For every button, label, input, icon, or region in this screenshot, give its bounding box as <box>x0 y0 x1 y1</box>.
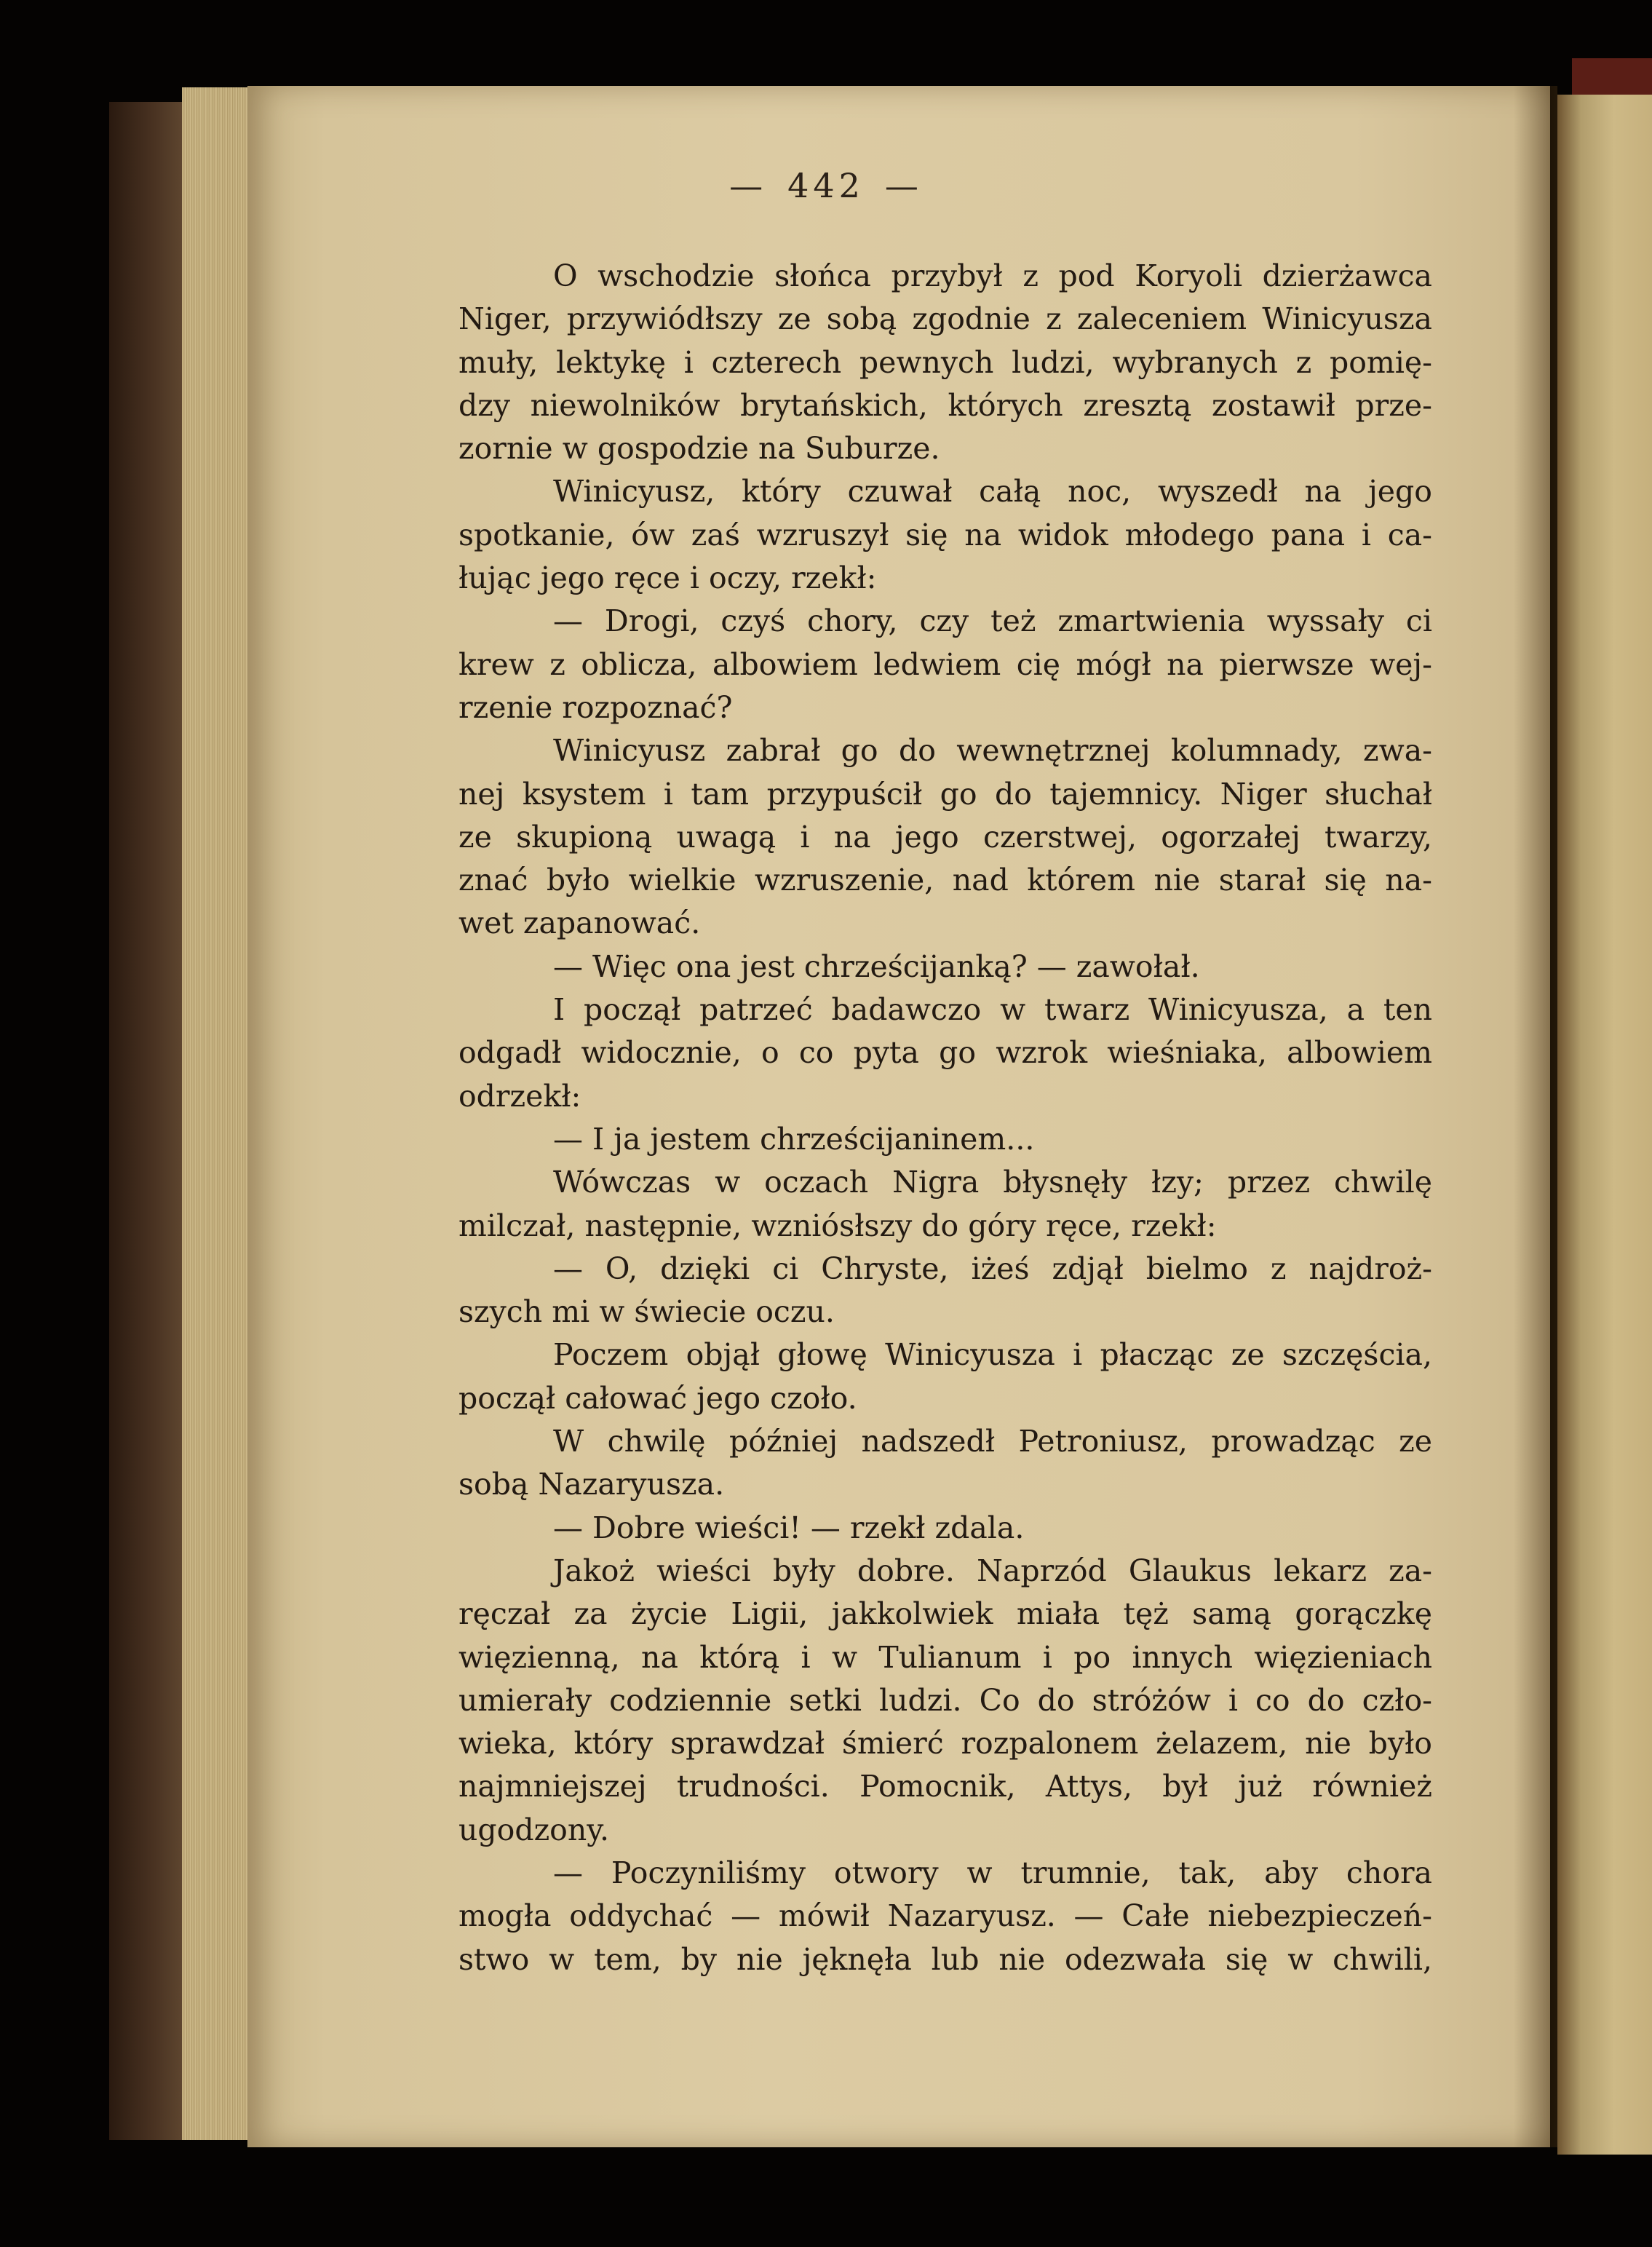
text-line: krew z oblicza, albowiem ledwiem cię mógł na pierwsze wej- <box>458 646 1432 682</box>
text-line: nej ksystem i tam przypuścił go do tajemnicy. Niger słuchał <box>458 776 1432 812</box>
text-line: — Drogi, czyś chory, czy też zmartwienia wyssały ci <box>553 603 1432 639</box>
text-line: najmniejszej trudności. Pomocnik, Attys, był już również <box>458 1769 1432 1804</box>
text-line: — Poczyniliśmy otwory w trumnie, tak, aby chora <box>553 1855 1432 1890</box>
text-line: Winicyusz, który czuwał całą noc, wyszedł na jego <box>553 474 1432 510</box>
text-line: milczał, następnie, wzniósłszy do góry ręce, rzekł: <box>458 1208 1217 1243</box>
text-line: W chwilę później nadszedł Petroniusz, prowadząc ze <box>553 1424 1432 1459</box>
text-line: umierały codziennie setki ludzi. Co do stróżów i co do czło- <box>458 1682 1432 1718</box>
facing-page-edge <box>1557 95 1652 2155</box>
text-line: I począł patrzeć badawczo w twarz Winicyusza, a ten <box>553 992 1432 1028</box>
text-line: łując jego ręce i oczy, rzekł: <box>458 560 877 596</box>
text-line: Poczem objął głowę Winicyusza i płacząc ze szczęścia, <box>553 1337 1432 1373</box>
text-line: muły, lektykę i czterech pewnych ludzi, wybranych z pomię- <box>458 344 1432 380</box>
body-text <box>458 255 1432 1981</box>
text-line: — I ja jestem chrześcijaninem... <box>553 1121 1035 1157</box>
text-line: szych mi w świecie oczu. <box>458 1294 835 1330</box>
text-line: Niger, przywiódłszy ze sobą zgodnie z zaleceniem Winicyusza <box>458 301 1432 337</box>
text-line: ręczał za życie Ligii, jakkolwiek miała tęż samą gorączkę <box>458 1596 1432 1632</box>
text-line: ugodzony. <box>458 1812 610 1847</box>
page-number-value: 442 <box>787 166 865 205</box>
text-line: — Więc ona jest chrześcijanką? — zawołał. <box>553 948 1200 984</box>
text-line: — Dobre wieści! — rzekł zdala. <box>553 1510 1025 1545</box>
text-line: Wówczas w oczach Nigra błysnęły łzy; przez chwilę <box>553 1165 1432 1200</box>
text-line: mogła oddychać — mówił Nazaryusz. — Całe niebezpieczeń- <box>458 1898 1432 1934</box>
text-line: więzienną, na którą i w Tulianum i po innych więzieniach <box>458 1639 1432 1675</box>
page-gutter-shadow <box>1514 86 1557 2147</box>
text-line: wet zapanować. <box>458 905 701 941</box>
text-line: znać było wielkie wzruszenie, nad którem nie starał się na- <box>458 863 1432 898</box>
text-line: ze skupioną uwagą i na jego czerstwej, ogorzałej twarzy, <box>458 819 1432 855</box>
text-line: Winicyusz zabrał go do wewnętrznej kolumnady, zwa- <box>553 733 1432 769</box>
text-line: począł całować jego czoło. <box>458 1380 857 1416</box>
text-line: rzenie rozpoznać? <box>458 689 733 725</box>
text-line: stwo w tem, by nie jęknęła lub nie odezwała się w chwili, <box>458 1941 1432 1977</box>
text-line: Jakoż wieści były dobre. Naprzód Glaukus lekarz za- <box>553 1553 1432 1588</box>
text-line: dzy niewolników brytańskich, których zresztą zostawił prze- <box>458 387 1432 423</box>
text-line: wieka, który sprawdzał śmierć rozpalonem żelazem, nie było <box>458 1726 1432 1761</box>
text-line: — O, dzięki ci Chryste, iżeś zdjął bielmo z najdroż- <box>553 1251 1432 1286</box>
text-line: odgadł widocznie, o co pyta go wzrok wieśniaka, albowiem <box>458 1035 1432 1071</box>
text-line: O wschodzie słońca przybył z pod Koryoli dzierżawca <box>553 258 1432 293</box>
text-line: odrzekł: <box>458 1078 581 1114</box>
text-line: zornie w gospodzie na Suburze. <box>458 431 940 467</box>
page-number: — 442 — <box>729 166 923 205</box>
text-line: spotkanie, ów zaś wzruszył się na widok młodego pana i ca- <box>458 517 1432 552</box>
text-line: sobą Nazaryusza. <box>458 1467 725 1502</box>
